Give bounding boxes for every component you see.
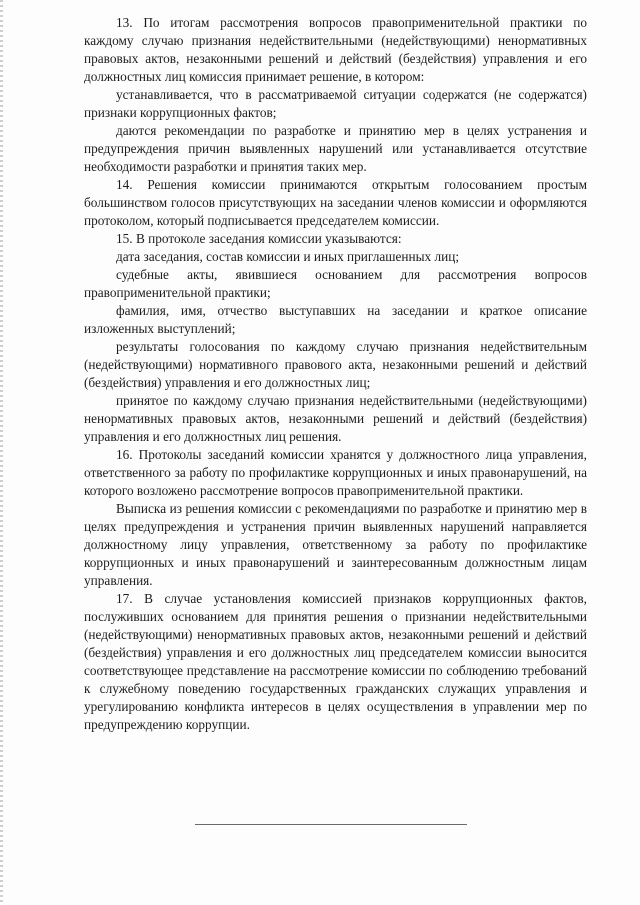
paragraph-17: 17. В случае установления комиссией признаков коррупционных фактов, послуживших основанием для принятия решения о признании недействительными (недействующими) ненормативных правовых актов, незаконными решений и действий (бездействия) управления и его должностных лиц председателем комиссии выносится соответствующее представление на рассмотрение комиссии по соблюдению требований к служебному поведению государственных гражданских служащих управления и урегулированию конфликта интересов в целях осуществления в управлении мер по предупреждению коррупции.	[84, 591, 587, 732]
paragraph-16: 16. Протоколы заседаний комиссии хранятся у должностного лица управления, ответственного за работу по профилактике коррупционных и иных правонарушений, на которого возложено рассмотрение вопросов правоприменительной практики.	[84, 447, 587, 498]
scan-edge-line	[0, 0, 3, 905]
paragraph-15: 15. В протоколе заседания комиссии указываются:	[116, 231, 402, 246]
paragraph-15-item-5: принятое по каждому случаю признания недействительными (недействующими) ненормативных правовых актов, незаконными решений и действий (бездействия) управления и его должностных лиц решения.	[84, 393, 587, 444]
paragraph-14: 14. Решения комиссии принимаются открытым голосованием простым большинством голосов присутствующих на заседании членов комиссии и оформляются протоколом, который подписывается председателем комиссии.	[84, 177, 587, 228]
end-separator-line	[195, 824, 467, 825]
paragraph-13-item-2: даются рекомендации по разработке и принятию мер в целях устранения и предупреждения причин выявленных нарушений или устанавливается отсутствие необходимости разработки и принятия таких мер.	[84, 123, 587, 174]
paragraph-15-item-1: дата заседания, состав комиссии и иных приглашенных лиц;	[116, 249, 460, 264]
paragraph-13: 13. По итогам рассмотрения вопросов правоприменительной практики по каждому случаю признания недействительными (недействующими) ненормативных правовых актов, незаконными решений и действий (бездействия) управления и его должностных лиц комиссия принимает решение, в котором:	[84, 15, 587, 84]
paragraph-13-item-1: устанавливается, что в рассматриваемой ситуации содержатся (не содержатся) признаки коррупционных фактов;	[84, 87, 587, 120]
paragraph-16-extract: Выписка из решения комиссии с рекомендациями по разработке и принятию мер в целях предупреждения и устранения причин выявленных нарушений направляется должностному лицу управления, ответственному за работу по профилактике коррупционных и иных правонарушений и заинтересованным должностным лицам управления.	[84, 501, 587, 588]
paragraph-15-item-4: результаты голосования по каждому случаю признания недействительным (недействующими) нормативного правового акта, незаконными решений и действий (бездействия) управления и его должностных лиц;	[84, 339, 587, 390]
paragraph-15-item-2: судебные акты, явившиеся основанием для рассмотрения вопросов правоприменительной практики;	[84, 267, 587, 300]
paragraph-15-item-3: фамилия, имя, отчество выступавших на заседании и краткое описание изложенных выступлений;	[84, 303, 587, 336]
document-body	[84, 14, 587, 734]
